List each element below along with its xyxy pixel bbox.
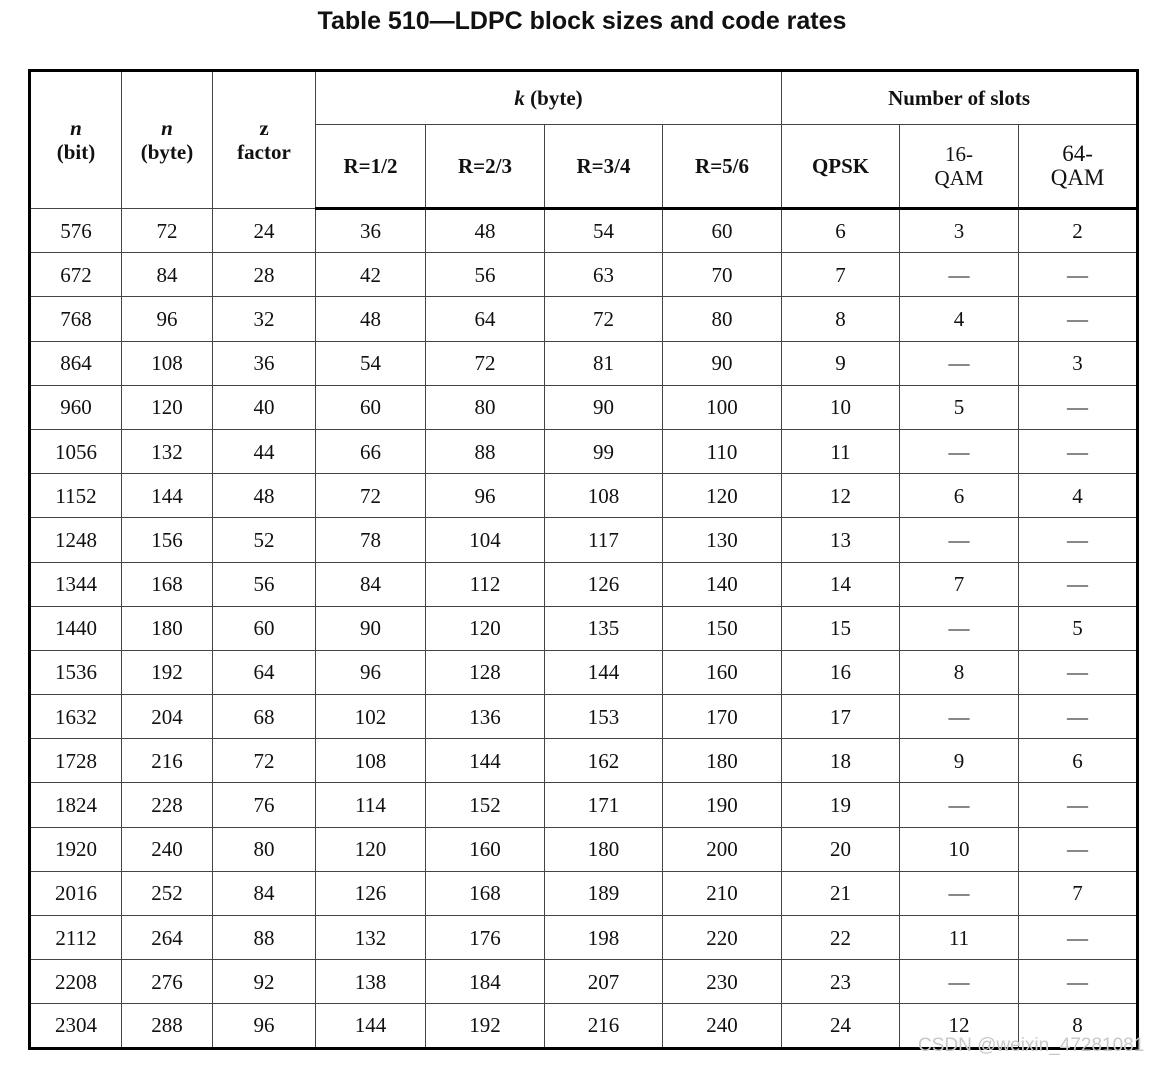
- table-row: [30, 695, 1138, 739]
- cell-k-r-1-2: 36: [316, 209, 426, 253]
- cell-n-bit: 1920: [30, 827, 122, 871]
- table-row: [30, 827, 1138, 871]
- cell-slots-64qam: —: [1019, 429, 1138, 473]
- cell-k-r-3-4: 135: [545, 606, 663, 650]
- cell-slots-64qam: —: [1019, 916, 1138, 960]
- cell-k-r-5-6: 70: [663, 253, 782, 297]
- cell-n-bit: 768: [30, 297, 122, 341]
- cell-slots-qpsk: 21: [782, 871, 900, 915]
- cell-k-r-2-3: 56: [426, 253, 545, 297]
- cell-n-bit: 864: [30, 341, 122, 385]
- cell-z-factor: 80: [213, 827, 316, 871]
- cell-z-factor: 32: [213, 297, 316, 341]
- table-title: Table 510—LDPC block sizes and code rates: [317, 7, 847, 35]
- cell-k-r-5-6: 60: [663, 209, 782, 253]
- cell-slots-qpsk: 17: [782, 695, 900, 739]
- cell-slots-64qam: —: [1019, 253, 1138, 297]
- table-row: [30, 916, 1138, 960]
- cell-slots-qpsk: 14: [782, 562, 900, 606]
- cell-z-factor: 40: [213, 385, 316, 429]
- table-row: [30, 960, 1138, 1004]
- cell-k-r-1-2: 78: [316, 518, 426, 562]
- cell-n-bit: 2208: [30, 960, 122, 1004]
- cell-slots-64qam: 6: [1019, 739, 1138, 783]
- cell-k-r-2-3: 160: [426, 827, 545, 871]
- cell-slots-64qam: 3: [1019, 341, 1138, 385]
- cell-n-bit: 1728: [30, 739, 122, 783]
- cell-slots-qpsk: 22: [782, 916, 900, 960]
- cell-k-r-5-6: 200: [663, 827, 782, 871]
- cell-n-byte: 156: [122, 518, 213, 562]
- cell-n-bit: 960: [30, 385, 122, 429]
- ldpc-table: [28, 69, 1139, 1050]
- cell-slots-16qam: —: [900, 606, 1019, 650]
- cell-slots-qpsk: 9: [782, 341, 900, 385]
- cell-k-r-5-6: 240: [663, 1004, 782, 1048]
- cell-k-r-5-6: 80: [663, 297, 782, 341]
- cell-k-r-1-2: 72: [316, 474, 426, 518]
- cell-n-bit: 1536: [30, 650, 122, 694]
- cell-k-r-1-2: 54: [316, 341, 426, 385]
- header-n-byte: n (byte): [122, 71, 213, 209]
- cell-k-r-1-2: 60: [316, 385, 426, 429]
- cell-slots-qpsk: 6: [782, 209, 900, 253]
- cell-k-r-2-3: 192: [426, 1004, 545, 1048]
- cell-k-r-1-2: 48: [316, 297, 426, 341]
- cell-slots-qpsk: 8: [782, 297, 900, 341]
- cell-k-r-2-3: 64: [426, 297, 545, 341]
- cell-slots-qpsk: 15: [782, 606, 900, 650]
- cell-k-r-2-3: 48: [426, 209, 545, 253]
- cell-n-byte: 216: [122, 739, 213, 783]
- cell-k-r-1-2: 108: [316, 739, 426, 783]
- cell-slots-64qam: —: [1019, 385, 1138, 429]
- cell-z-factor: 92: [213, 960, 316, 1004]
- cell-k-r-1-2: 90: [316, 606, 426, 650]
- cell-n-byte: 288: [122, 1004, 213, 1048]
- cell-k-r-5-6: 90: [663, 341, 782, 385]
- header-number-of-slots: Number of slots: [782, 71, 1138, 125]
- cell-k-r-3-4: 207: [545, 960, 663, 1004]
- cell-k-r-2-3: 184: [426, 960, 545, 1004]
- cell-slots-16qam: 10: [900, 827, 1019, 871]
- cell-z-factor: 72: [213, 739, 316, 783]
- cell-slots-16qam: —: [900, 871, 1019, 915]
- cell-k-r-1-2: 126: [316, 871, 426, 915]
- table-row: [30, 739, 1138, 783]
- cell-k-r-5-6: 150: [663, 606, 782, 650]
- cell-k-r-3-4: 153: [545, 695, 663, 739]
- header-qpsk: QPSK: [782, 125, 900, 209]
- cell-n-bit: 2112: [30, 916, 122, 960]
- cell-k-r-2-3: 72: [426, 341, 545, 385]
- cell-n-bit: 1632: [30, 695, 122, 739]
- table-row: [30, 253, 1138, 297]
- cell-k-r-3-4: 117: [545, 518, 663, 562]
- cell-slots-64qam: 8: [1019, 1004, 1138, 1048]
- cell-z-factor: 60: [213, 606, 316, 650]
- cell-slots-64qam: —: [1019, 695, 1138, 739]
- cell-slots-qpsk: 23: [782, 960, 900, 1004]
- cell-k-r-1-2: 138: [316, 960, 426, 1004]
- cell-z-factor: 76: [213, 783, 316, 827]
- cell-n-byte: 192: [122, 650, 213, 694]
- cell-n-bit: 1152: [30, 474, 122, 518]
- cell-k-r-2-3: 80: [426, 385, 545, 429]
- cell-k-r-3-4: 216: [545, 1004, 663, 1048]
- cell-slots-qpsk: 12: [782, 474, 900, 518]
- cell-slots-16qam: 6: [900, 474, 1019, 518]
- cell-n-byte: 180: [122, 606, 213, 650]
- cell-slots-16qam: —: [900, 429, 1019, 473]
- cell-n-bit: 1248: [30, 518, 122, 562]
- cell-k-r-3-4: 99: [545, 429, 663, 473]
- header-64qam: 64- QAM: [1019, 125, 1138, 209]
- cell-slots-64qam: —: [1019, 960, 1138, 1004]
- watermark: CSDN @weixin_47281081: [918, 1035, 1145, 1056]
- cell-n-bit: 2016: [30, 871, 122, 915]
- cell-k-r-5-6: 190: [663, 783, 782, 827]
- cell-k-r-3-4: 54: [545, 209, 663, 253]
- cell-n-byte: 132: [122, 429, 213, 473]
- table-row: [30, 783, 1138, 827]
- cell-z-factor: 96: [213, 1004, 316, 1048]
- table-row: [30, 650, 1138, 694]
- cell-slots-qpsk: 10: [782, 385, 900, 429]
- cell-k-r-3-4: 81: [545, 341, 663, 385]
- header-16qam: 16- QAM: [900, 125, 1019, 209]
- cell-k-r-1-2: 42: [316, 253, 426, 297]
- cell-n-byte: 84: [122, 253, 213, 297]
- cell-n-byte: 108: [122, 341, 213, 385]
- cell-z-factor: 64: [213, 650, 316, 694]
- cell-n-bit: 1440: [30, 606, 122, 650]
- cell-k-r-3-4: 72: [545, 297, 663, 341]
- cell-slots-64qam: —: [1019, 650, 1138, 694]
- header-rate-1-2: R=1/2: [316, 125, 426, 209]
- cell-k-r-1-2: 66: [316, 429, 426, 473]
- cell-k-r-3-4: 108: [545, 474, 663, 518]
- cell-z-factor: 52: [213, 518, 316, 562]
- cell-k-r-3-4: 144: [545, 650, 663, 694]
- cell-k-r-5-6: 130: [663, 518, 782, 562]
- cell-n-byte: 120: [122, 385, 213, 429]
- cell-k-r-1-2: 132: [316, 916, 426, 960]
- cell-k-r-3-4: 90: [545, 385, 663, 429]
- cell-k-r-5-6: 120: [663, 474, 782, 518]
- cell-k-r-2-3: 112: [426, 562, 545, 606]
- cell-k-r-2-3: 136: [426, 695, 545, 739]
- cell-n-byte: 264: [122, 916, 213, 960]
- cell-n-byte: 168: [122, 562, 213, 606]
- cell-k-r-2-3: 88: [426, 429, 545, 473]
- header-z-factor: z factor: [213, 71, 316, 209]
- cell-k-r-5-6: 140: [663, 562, 782, 606]
- cell-k-r-2-3: 176: [426, 916, 545, 960]
- cell-slots-qpsk: 16: [782, 650, 900, 694]
- cell-slots-64qam: —: [1019, 827, 1138, 871]
- cell-k-r-1-2: 96: [316, 650, 426, 694]
- header-n-bit: n (bit): [30, 71, 122, 209]
- cell-slots-16qam: 11: [900, 916, 1019, 960]
- cell-slots-qpsk: 13: [782, 518, 900, 562]
- cell-n-byte: 276: [122, 960, 213, 1004]
- cell-slots-16qam: —: [900, 783, 1019, 827]
- cell-n-byte: 204: [122, 695, 213, 739]
- cell-k-r-2-3: 152: [426, 783, 545, 827]
- cell-k-r-5-6: 110: [663, 429, 782, 473]
- table-row: [30, 562, 1138, 606]
- cell-k-r-2-3: 120: [426, 606, 545, 650]
- cell-z-factor: 88: [213, 916, 316, 960]
- cell-k-r-1-2: 84: [316, 562, 426, 606]
- table-row: [30, 871, 1138, 915]
- table-row: [30, 385, 1138, 429]
- cell-k-r-2-3: 96: [426, 474, 545, 518]
- cell-n-byte: 96: [122, 297, 213, 341]
- header-rate-2-3: R=2/3: [426, 125, 545, 209]
- cell-slots-16qam: —: [900, 341, 1019, 385]
- cell-k-r-5-6: 220: [663, 916, 782, 960]
- cell-n-bit: 1344: [30, 562, 122, 606]
- table-row: [30, 429, 1138, 473]
- header-rate-5-6: R=5/6: [663, 125, 782, 209]
- cell-k-r-3-4: 180: [545, 827, 663, 871]
- table-row: [30, 518, 1138, 562]
- cell-slots-64qam: 2: [1019, 209, 1138, 253]
- cell-z-factor: 24: [213, 209, 316, 253]
- cell-k-r-5-6: 180: [663, 739, 782, 783]
- cell-z-factor: 84: [213, 871, 316, 915]
- cell-k-r-2-3: 144: [426, 739, 545, 783]
- cell-slots-64qam: —: [1019, 783, 1138, 827]
- cell-slots-qpsk: 7: [782, 253, 900, 297]
- header-rate-3-4: R=3/4: [545, 125, 663, 209]
- cell-z-factor: 68: [213, 695, 316, 739]
- cell-k-r-3-4: 126: [545, 562, 663, 606]
- cell-z-factor: 44: [213, 429, 316, 473]
- cell-slots-64qam: —: [1019, 297, 1138, 341]
- table-row: [30, 297, 1138, 341]
- cell-k-r-5-6: 230: [663, 960, 782, 1004]
- cell-k-r-2-3: 104: [426, 518, 545, 562]
- table-row: [30, 341, 1138, 385]
- cell-slots-16qam: 7: [900, 562, 1019, 606]
- cell-n-bit: 672: [30, 253, 122, 297]
- cell-slots-16qam: —: [900, 960, 1019, 1004]
- cell-k-r-3-4: 198: [545, 916, 663, 960]
- cell-k-r-1-2: 102: [316, 695, 426, 739]
- cell-slots-16qam: 3: [900, 209, 1019, 253]
- cell-slots-64qam: 4: [1019, 474, 1138, 518]
- cell-slots-16qam: 12: [900, 1004, 1019, 1048]
- cell-z-factor: 36: [213, 341, 316, 385]
- cell-z-factor: 56: [213, 562, 316, 606]
- cell-slots-16qam: 8: [900, 650, 1019, 694]
- header-k-byte: k (byte): [316, 71, 782, 125]
- cell-k-r-1-2: 120: [316, 827, 426, 871]
- cell-slots-qpsk: 18: [782, 739, 900, 783]
- cell-slots-64qam: 5: [1019, 606, 1138, 650]
- cell-k-r-5-6: 100: [663, 385, 782, 429]
- cell-z-factor: 48: [213, 474, 316, 518]
- cell-n-bit: 1824: [30, 783, 122, 827]
- cell-n-byte: 72: [122, 209, 213, 253]
- cell-k-r-2-3: 128: [426, 650, 545, 694]
- cell-z-factor: 28: [213, 253, 316, 297]
- cell-slots-16qam: 9: [900, 739, 1019, 783]
- cell-k-r-5-6: 160: [663, 650, 782, 694]
- cell-n-byte: 144: [122, 474, 213, 518]
- cell-slots-16qam: —: [900, 518, 1019, 562]
- cell-k-r-3-4: 63: [545, 253, 663, 297]
- table-row: [30, 606, 1138, 650]
- cell-slots-16qam: —: [900, 253, 1019, 297]
- cell-k-r-1-2: 144: [316, 1004, 426, 1048]
- cell-n-byte: 228: [122, 783, 213, 827]
- table-row: [30, 209, 1138, 253]
- cell-slots-64qam: —: [1019, 562, 1138, 606]
- cell-k-r-3-4: 162: [545, 739, 663, 783]
- cell-n-bit: 1056: [30, 429, 122, 473]
- cell-k-r-3-4: 189: [545, 871, 663, 915]
- cell-slots-16qam: —: [900, 695, 1019, 739]
- cell-k-r-3-4: 171: [545, 783, 663, 827]
- cell-n-byte: 252: [122, 871, 213, 915]
- cell-slots-16qam: 4: [900, 297, 1019, 341]
- cell-slots-qpsk: 19: [782, 783, 900, 827]
- cell-n-byte: 240: [122, 827, 213, 871]
- cell-slots-qpsk: 11: [782, 429, 900, 473]
- cell-slots-64qam: —: [1019, 518, 1138, 562]
- cell-slots-16qam: 5: [900, 385, 1019, 429]
- cell-n-bit: 576: [30, 209, 122, 253]
- cell-k-r-2-3: 168: [426, 871, 545, 915]
- cell-k-r-1-2: 114: [316, 783, 426, 827]
- cell-k-r-5-6: 210: [663, 871, 782, 915]
- table-row: [30, 474, 1138, 518]
- cell-slots-qpsk: 20: [782, 827, 900, 871]
- cell-slots-qpsk: 24: [782, 1004, 900, 1048]
- cell-n-bit: 2304: [30, 1004, 122, 1048]
- table-body: [30, 209, 1138, 1049]
- cell-k-r-5-6: 170: [663, 695, 782, 739]
- cell-slots-64qam: 7: [1019, 871, 1138, 915]
